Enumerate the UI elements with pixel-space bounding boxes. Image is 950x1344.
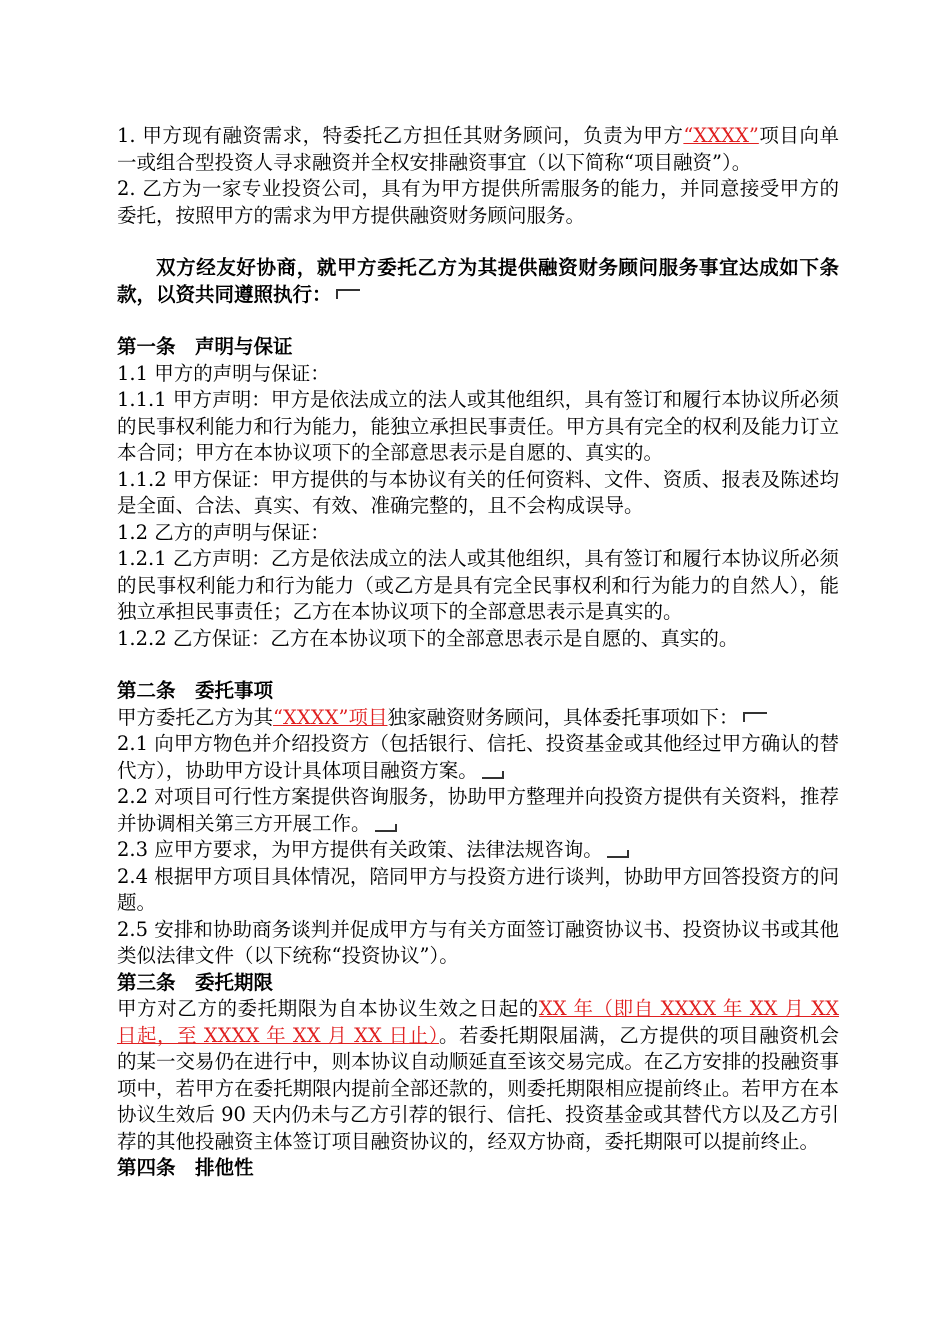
clause-1-1-1: 1.1.1 甲方声明：甲方是依法成立的法人或其他组织，具有签订和履行本协议所必须的民事权利能力和行为能力，能独立承担民事责任。甲方具有完全的权利及能力订立本合同；甲方在本协议项下的全部意思表示是自愿的、真实的。 bbox=[117, 388, 839, 464]
article-3-body: 甲方对乙方的委托期限为自本协议生效之日起的XX 年（即自 XXXX 年 XX 月 XX 日起，至 XXXX 年 XX 月 XX 日止）。若委托期限届满，乙方提供的项目融资机会的某一交易仍在进行中，则本协议自动顺延直至该交易完成。在乙方安排的投融资事项中，若甲方在委托期限内提前全部还款的，则委托期限相应提前终止。若甲方在本协议生效后 90 天内仍未与乙方引荐的银行、信托、投资基金或其替代方以及乙方引荐的其他投融资主体签订项目融资协议的，经双方协商，委托期限可以提前终止。 bbox=[117, 997, 839, 1153]
article-4-title: 第四条 排他性 bbox=[117, 1156, 254, 1179]
project-name-placeholder: “XXXX” bbox=[683, 124, 759, 147]
agreement-statement: 双方经友好协商，就甲方委托乙方为其提供融资财务顾问服务事宜达成如下条款，以资共同遵照执行： bbox=[117, 256, 839, 306]
project-name-placeholder: “XXXX”项目 bbox=[273, 705, 388, 729]
clause-1-2-2: 1.2.2 乙方保证：乙方在本协议项下的全部意思表示是自愿的、真实的。 bbox=[117, 626, 739, 650]
paragraph-mark-icon bbox=[607, 850, 629, 858]
paragraph-mark-icon bbox=[375, 824, 397, 832]
document-page bbox=[117, 123, 839, 1182]
clause-2-2: 2.2 对项目可行性方案提供咨询服务，协助甲方整理并向投资方提供有关资料，推荐并协调相关第三方开展工作。 bbox=[117, 785, 839, 835]
clause-2-3: 2.3 应甲方要求，为甲方提供有关政策、法律法规咨询。 bbox=[117, 837, 839, 864]
clause-1-2: 1.2 乙方的声明与保证： bbox=[117, 520, 330, 544]
paragraph-mark-icon bbox=[743, 712, 767, 722]
term-placeholder: XX 年（即自 XXXX 年 XX 月 XX 日起，至 XXXX 年 XX 月 XX 日止） bbox=[117, 997, 839, 1047]
clause-2-1: 2.1 向甲方物色并介绍投资方（包括银行、信托、投资基金或其他经过甲方确认的替代方），协助甲方设计具体项目融资方案。 bbox=[117, 732, 839, 782]
clause-1-1: 1.1 甲方的声明与保证： bbox=[117, 361, 330, 385]
paragraph-mark-icon bbox=[482, 771, 504, 779]
intro-paragraph-2: 2. 乙方为一家专业投资公司，具有为甲方提供所需服务的能力，并同意接受甲方的委托，按照甲方的需求为甲方提供融资财务顾问服务。 bbox=[117, 177, 839, 227]
article-3-title: 第三条 委托期限 bbox=[117, 970, 274, 994]
article-1-title: 第一条 声明与保证 bbox=[117, 335, 293, 358]
clause-1-1-2: 1.1.2 甲方保证：甲方提供的与本协议有关的任何资料、文件、资质、报表及陈述均是全面、合法、真实、有效、准确完整的，且不会构成误导。 bbox=[117, 467, 839, 517]
clause-2-4: 2.4 根据甲方项目具体情况，陪同甲方与投资方进行谈判，协助甲方回答投资方的问题。 bbox=[117, 864, 839, 914]
article-2-lead: 甲方委托乙方为其“XXXX”项目独家融资财务顾问，具体委托事项如下： bbox=[117, 705, 839, 732]
clause-1-2-1: 1.2.1 乙方声明：乙方是依法成立的法人或其他组织，具有签订和履行本协议所必须的民事权利能力和行为能力（或乙方是具有完全民事权利和行为能力的自然人），能独立承担民事责任；乙方在本协议项下的全部意思表示是真实的。 bbox=[117, 547, 839, 623]
intro-paragraph-1: 1. 甲方现有融资需求，特委托乙方担任其财务顾问，负责为甲方“XXXX”项目向单一或组合型投资人寻求融资并全权安排融资事宜（以下简称“项目融资”）。 bbox=[117, 124, 839, 174]
article-2-title: 第二条 委托事项 bbox=[117, 679, 274, 702]
paragraph-mark-icon bbox=[336, 289, 360, 299]
clause-2-5: 2.5 安排和协助商务谈判并促成甲方与有关方面签订融资协议书、投资协议书或其他类似法律文件（以下统称“投资协议”）。 bbox=[117, 917, 839, 967]
